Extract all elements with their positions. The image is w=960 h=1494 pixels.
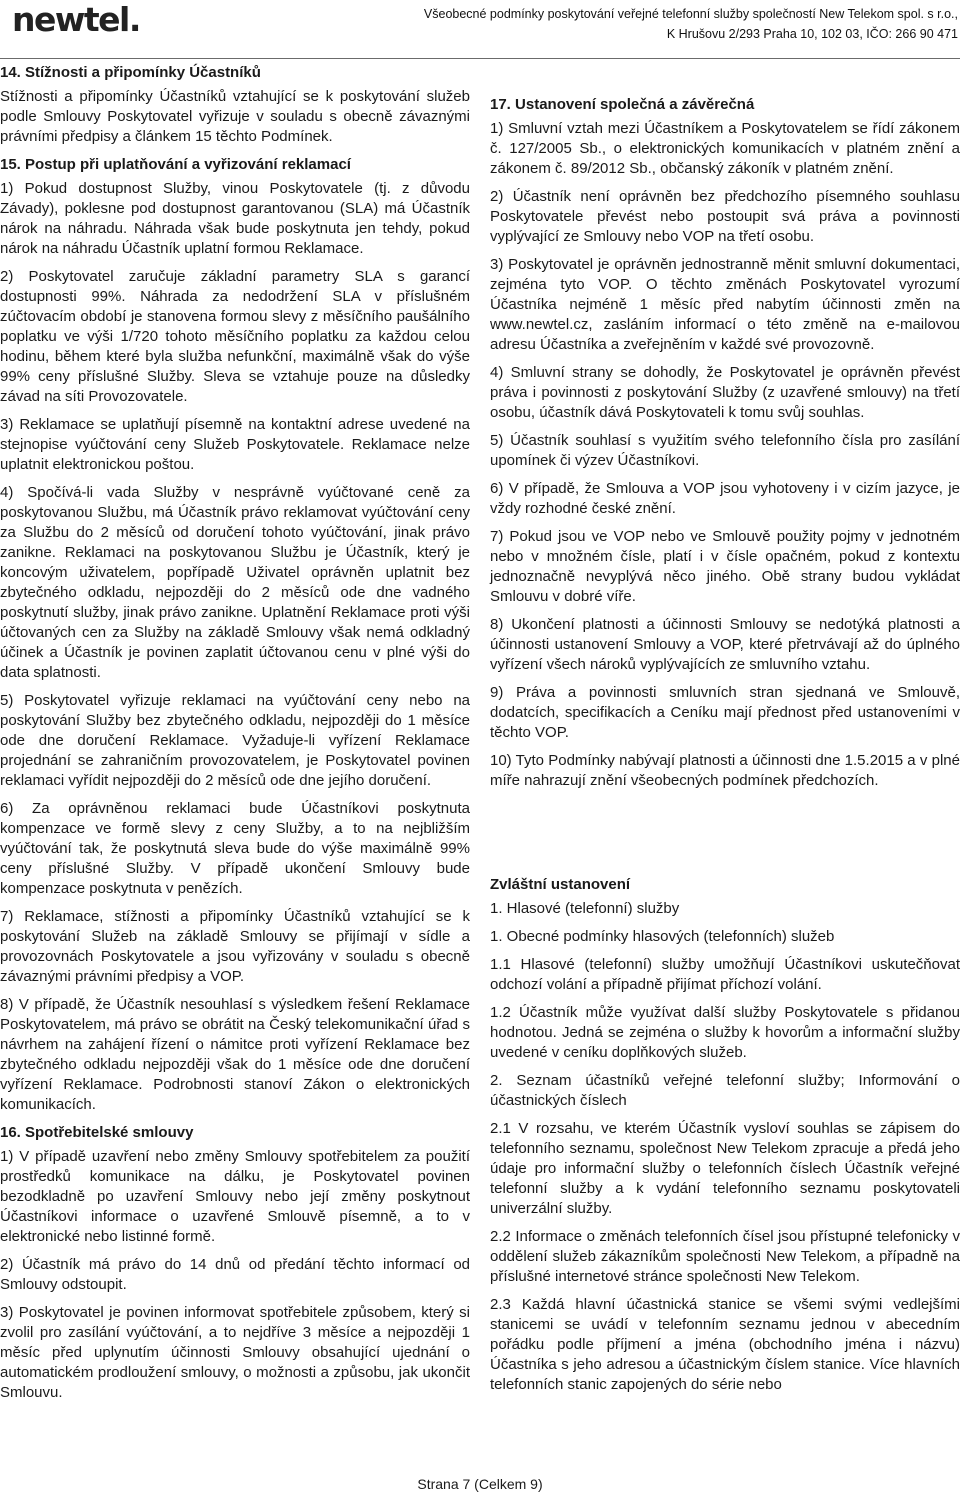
section-heading-16: 16. Spotřebitelské smlouvy xyxy=(0,1124,194,1141)
spacer xyxy=(490,799,960,875)
paragraph: 4) Spočívá-li vada Služby v nesprávně vyúčtované ceně za poskytovanou Službu, má Účastník právo reklamovat vyúčtování ceny za Službu do 2 měsíců od doručení tohoto vyúčtování, jinak právo zanikne. Reklamaci na poskytovanou Službu je Účastník, který je koncovým uživatelem, popřípadě Uživatel oprávněn uplatnit bez zbytečného odkladu, nejpozději do 2 měsíců ode dne vadného poskytnutí služby, jinak právo zanikne. Uplatnění Reklamace proti výši účtovaných cen za Služby na základě Smlouvy však nemá odkladný účinek a Účastník je povinen zaplatit účtovanou cenu v plné výši do data splatnosti. xyxy=(0,484,470,681)
paragraph: 4) Smluvní strany se dohodly, že Poskytovatel je oprávněn převést práva i povinnosti z poskytování Služby (z uzavřené smlouvy) na třetí osobu, účastník dává Poskytovateli k tomu svůj souhlas. xyxy=(490,364,960,421)
paragraph: 1) Smluvní vztah mezi Účastníkem a Poskytovatelem se řídí zákonem č. 127/2005 Sb., o elektronických komunikacích v platném znění a zákonem č. 89/2012 Sb., občanský zákoník v platném znění. xyxy=(490,120,960,177)
left-column xyxy=(0,63,470,1411)
paragraph: Stížnosti a připomínky Účastníků vztahující se k poskytování služeb podle Smlouvy Poskytovatel vyřizuje v souladu s obecně závaznými právními předpisy a článkem 15 těchto Podmínek. xyxy=(0,88,470,145)
section-heading-14: 14. Stížnosti a připomínky Účastníků xyxy=(0,64,261,81)
paragraph: 9) Práva a povinnosti smluvních stran sjednaná ve Smlouvě, dodatcích, specifikacích a Ceníku mají přednost před ustanoveními v těchto VOP. xyxy=(490,684,960,741)
paragraph: 3) Poskytovatel je oprávněn jednostranně měnit smluvní dokumentaci, zejména tyto VOP. O těchto změnách Poskytovatel vyrozumí Účastníka nejméně 1 měsíc před nabytím účinnosti změn na www.newtel.cz, zasláním informací o této změně na e-mailovou adresu Účastníka a zveřejněním v každé své provozovně. xyxy=(490,256,960,353)
paragraph: 2) Účastník není oprávněn bez předchozího písemného souhlasu Poskytovatele převést nebo postoupit svá práva a povinnosti vyplývající ze Smlouvy nebo VOP na třetí osobu. xyxy=(490,188,960,245)
paragraph: 5) Poskytovatel vyřizuje reklamaci na vyúčtování ceny nebo na poskytování Služby bez zbytečného odkladu, nejpozději do 1 měsíce ode dne doručení Reklamace. Vyžaduje-li vyřízení Reklamace projednání se zahraničním provozovatelem, je Poskytovatel povinen reklamaci vyřídit nejpozději do 2 měsíců ode dne jejího doručení. xyxy=(0,692,470,789)
header-address-line: K Hrušovu 2/293 Praha 10, 102 03, IČO: 266 90 471 xyxy=(666,27,958,41)
paragraph: 3) Poskytovatel je povinen informovat spotřebitele způsobem, který si zvolil pro zasílání vyúčtování, a to nejdříve 3 měsíce a nejpozději 1 měsíc před uplynutím účinnosti Smlouvy obsahující ujednání o automatickém prodloužení smlouvy, o možnosti a způsobu, jak ukončit Smlouvu. xyxy=(0,1304,470,1401)
paragraph: 5) Účastník souhlasí s využitím svého telefonního čísla pro zasílání upomínek či výzev Účastníkovi. xyxy=(490,432,960,469)
paragraph: 1. Hlasové (telefonní) služby xyxy=(490,900,680,917)
header-company-info xyxy=(424,4,958,44)
header-title-line: Všeobecné podmínky poskytování veřejné telefonní služby společností New Telekom spol. s r.o., xyxy=(423,7,958,21)
section-heading-special: Zvláštní ustanovení xyxy=(490,876,631,893)
newtel-logo: newtel. xyxy=(12,0,140,39)
paragraph: 7) Pokud jsou ve VOP nebo ve Smlouvě použity pojmy v jednotném nebo v množném čísle, platí i v čísle opačném, pokud z kontextu jednoznačně nevyplývá něco jiného. Obě strany budou vykládat Smlouvu v dobré víře. xyxy=(490,528,960,605)
paragraph: 2) Účastník má právo do 14 dnů od předání těchto informací od Smlouvy odstoupit. xyxy=(0,1256,470,1293)
paragraph: 6) V případě, že Smlouva a VOP jsou vyhotoveny i v cizím jazyce, je vždy rozhodné české znění. xyxy=(490,480,960,517)
paragraph: 1.1 Hlasové (telefonní) služby umožňují Účastníkovi uskutečňovat odchozí volání a případně přijímat příchozí volání. xyxy=(490,956,960,993)
section-heading-15: 15. Postup při uplatňování a vyřizování reklamací xyxy=(0,156,351,173)
paragraph: 2.2 Informace o změnách telefonních čísel jsou přístupné telefonicky v oddělení služeb zákazníkům společnosti New Telekom, a případně na příslušné internetové stránce společnosti New Telekom. xyxy=(490,1228,960,1285)
paragraph: 1. Obecné podmínky hlasových (telefonních) služeb xyxy=(490,928,835,945)
paragraph: 6) Za oprávněnou reklamaci bude Účastníkovi poskytnuta kompenzace ve formě slevy z ceny Služby, a to na nejbližším vyúčtování tak, že poskytnutá sleva bude do výše maximálně 99% ceny příslušné Služby. V případě ukončení Smlouvy bude kompenzace poskytnuta v penězích. xyxy=(0,800,470,897)
paragraph: 2.1 V rozsahu, ve kterém Účastník vysloví souhlas se zápisem do telefonního seznamu, společnost New Telekom zpracuje a předá jeho údaje pro informační služby o telefonních číslech Účastník veřejné telefonní služby a k vydání telefonního seznamu poskytovateli univerzální služby. xyxy=(490,1120,960,1217)
paragraph: 8) V případě, že Účastník nesouhlasí s výsledkem řešení Reklamace Poskytovatelem, má právo se obrátit na Český telekomunikační úřad s návrhem na zahájení řízení o námitce proti vyřízení Reklamace bez zbytečného odkladu nejpozději však do 1 měsíce ode dne doručení vyřízení Reklamace. Podrobnosti stanoví Zákon o elektronických komunikacích. xyxy=(0,996,470,1113)
right-column xyxy=(490,95,960,1403)
page-number: Strana 7 (Celkem 9) xyxy=(417,1476,543,1492)
page-header xyxy=(0,0,960,60)
paragraph: 7) Reklamace, stížnosti a připomínky Účastníků vztahující se k poskytování Služeb na základě Smlouvy se přijímají v sídle a provozovnách Poskytovatele a jsou vyřizovány v souladu s obecně závaznými právními předpisy a VOP. xyxy=(0,908,470,985)
section-heading-17: 17. Ustanovení společná a závěrečná xyxy=(490,96,755,113)
paragraph: 1.2 Účastník může využívat další služby Poskytovatele s přidanou hodnotou. Jedná se zejména o služby k hovorům a informační služby uvedené v ceníku doplňkových služeb. xyxy=(490,1004,960,1061)
paragraph: 8) Ukončení platnosti a účinnosti Smlouvy se nedotýká platnosti a účinnosti ustanovení Smlouvy a VOP, které přetrvávají až do úplného vyřízení všech nároků vyplývajících ze smluvního vztahu. xyxy=(490,616,960,673)
paragraph: 2) Poskytovatel zaručuje základní parametry SLA s garancí dostupnosti 99%. Náhrada za nedodržení SLA v příslušném zúčtovacím období je stanovena formou slevy z měsíčního paušálního poplatku ve výši 1/720 tohoto měsíčního poplatku za každou celou hodinu, během které byla služba nefunkční, maximálně však do výše 99% ceny příslušné Služby. Sleva se vztahuje pouze na důsledky závad na síti Provozovatele. xyxy=(0,268,470,405)
paragraph: 1) Pokud dostupnost Služby, vinou Poskytovatele (tj. z důvodu Závady), poklesne pod dostupnost garantovanou (SLA) má Účastník nárok na náhradu. Náhrada však bude poskytnuta jen tehdy, pokud nárok na náhradu Účastník uplatní formou Reklamace. xyxy=(0,180,470,257)
paragraph: 2. Seznam účastníků veřejné telefonní služby; Informování o účastnických číslech xyxy=(490,1072,960,1109)
paragraph: 1) V případě uzavření nebo změny Smlouvy spotřebitelem za použití prostředků komunikace na dálku, je Poskytovatel povinen bezodkladně po uzavření Smlouvy nebo její změny poskytnout Účastníkovi informace o uzavřené Smlouvě písemně, a to v elektronické nebo listinné formě. xyxy=(0,1148,470,1245)
header-divider xyxy=(0,58,960,59)
paragraph: 10) Tyto Podmínky nabývají platnosti a účinnosti dne 1.5.2015 a v plné míře nahrazují znění všeobecných podmínek předchozích. xyxy=(490,752,960,789)
paragraph: 3) Reklamace se uplatňují písemně na kontaktní adrese uvedené na stejnopise vyúčtování ceny Služeb Poskytovatele. Reklamace nelze uplatnit elektronickou poštou. xyxy=(0,416,470,473)
paragraph: 2.3 Každá hlavní účastnická stanice se všemi svými vedlejšími stanicemi se uvádí v telefonním seznamu jednou v abecedním pořádku podle příjmení a jména (obchodního jména i názvu) Účastníka s jeho adresou a účastnickým číslem stanice. Více hlavních telefonních stanic zapojených do série nebo xyxy=(490,1296,960,1393)
